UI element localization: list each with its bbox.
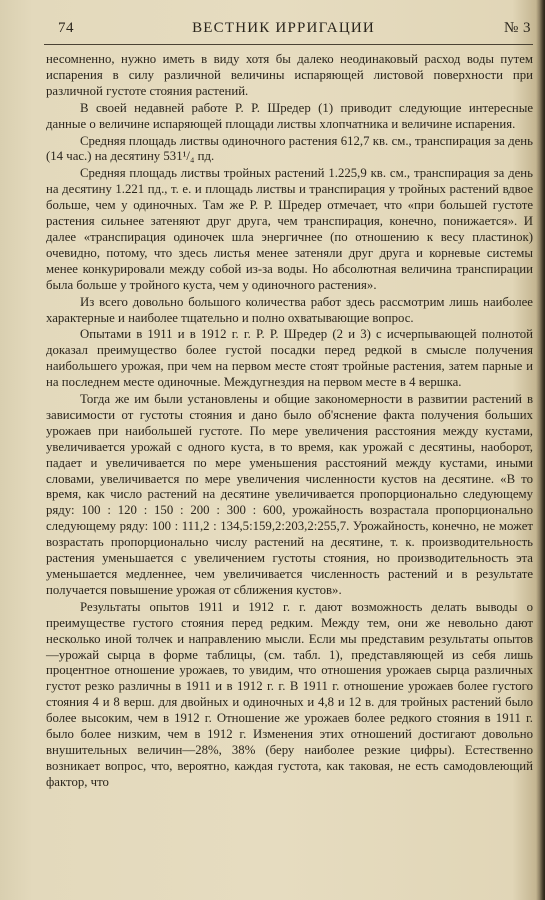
paragraph: несомненно, нужно иметь в виду хотя бы далеко неодинаковый расход воды путем испарения в силу различной величины испаряющей листовой поверхности при различной густоте стояния растений. [46, 52, 533, 98]
journal-title: ВЕСТНИК ИРРИГАЦИИ [192, 20, 375, 36]
running-header [36, 18, 531, 40]
header-rule [44, 44, 533, 45]
page-number: 74 [58, 20, 74, 36]
paragraph: Опытами в 1911 и в 1912 г. г. Р. Р. Шредер (2 и 3) с исчерпывающей полнотой доказал преимущество более густой посадки перед редкой в смысле получения наибольшего урожая, при чем на первом месте стоят тройные растения, затем парные и на последнем месте одиночные. Междугнездия на первом месте в 4 вершка. [46, 327, 533, 390]
paragraph: В своей недавней работе Р. Р. Шредер (1) приводит следующие интересные данные о величине испаряющей площади листвы хлопчатника и величине испарения. [46, 100, 533, 131]
paragraph: Средняя площадь листвы одиночного растения 612,7 кв. см., транспирация за день (14 час.) на десятину 531¹/₄ пд. [46, 133, 533, 164]
issue-number: № 3 [503, 20, 531, 36]
paragraph: Тогда же им были установлены и общие закономерности в развитии растений в зависимости от густоты стояния и дано было об'яснение факта получения больших урожаев при наибольшей густоте. По мере увеличения расстояния между кустами, увеличивается урожай с одного куста, в то время, как урожай с десятины, наоборот, падает и увеличивается по мере уменьшения расстояний между кустами, иными словами, увеличивается по мере увеличения численности кустов на десятине. «В то время, как число растений на десятине увеличивается пропорционально следующему ряду: 100 : 120 : 150 : 200 : 300 : 600, урожайность возрастала пропорционально следующему ряду: 100 : 111,2 : 134,5:159,2:203,2:255,7. Урожайность, конечно, не может возрастать пропорционально числу растений на десятине, т. к. производительность растения уменьшается с увеличением густоты стояния, но производительность эта уменьшается медленнее, чем увеличивается численность растений и в результате получается повышение урожая от сближения кустов». [46, 392, 533, 597]
paragraph: Результаты опытов 1911 и 1912 г. г. дают возможность делать выводы о преимуществе густого стояния перед редким. Между тем, они же невольно дают несколько иной толчек и направлению мысли. Если мы представим результаты опытов—урожай сырца в форме таблицы, (см. табл. 1), представляющей из себя лишь процентное отношение урожаев, то увидим, что отношения урожаев сырца различных густот резко различны в 1911 и в 1912 г. г. В 1911 г. отношение урожаев более густого стояния 4 и 8 верш. для двойных и одиночных и 4,8 и 12 в. для тройных растений было более высоким, чем в 1912 г. Отношение же урожаев более редкого стояния в 1911 г. было более низким, чем в 1912 г. Изменения этих отношений достигают довольно внушительных величин—28%, 38% (беру наиболее резкие цифры). Естественно возникает вопрос, что, вероятно, каждая густота, как таковая, не есть самодовлеющий фактор, что [46, 599, 533, 789]
paragraph: Средняя площадь листвы тройных растений 1.225,9 кв. см., транспирация за день на десятину 1.221 пд., т. е. и площадь листвы и транспирация у тройных растений вдвое больше, чем у одиночных. Там же Р. Р. Шредер отмечает, что «при большей густоте растения сильнее затеняют друг друга, чем транспирация, конечно, понижается». И далее «транспирация одиночек шла энергичнее (по отношению к весу пластинок) очевидно, потому, что здесь листья менее затеняли друг друга и корневые системы менее конкурировали между собой из-за воды. Но абсолютная величина транспирации была больше у тройного куста, чем у одиночного растения». [46, 166, 533, 292]
article-body [46, 52, 533, 791]
paragraph: Из всего довольно большого количества работ здесь рассмотрим лишь наиболее характерные и наиболее тщательно и полно охватывающие вопрос. [46, 294, 533, 325]
